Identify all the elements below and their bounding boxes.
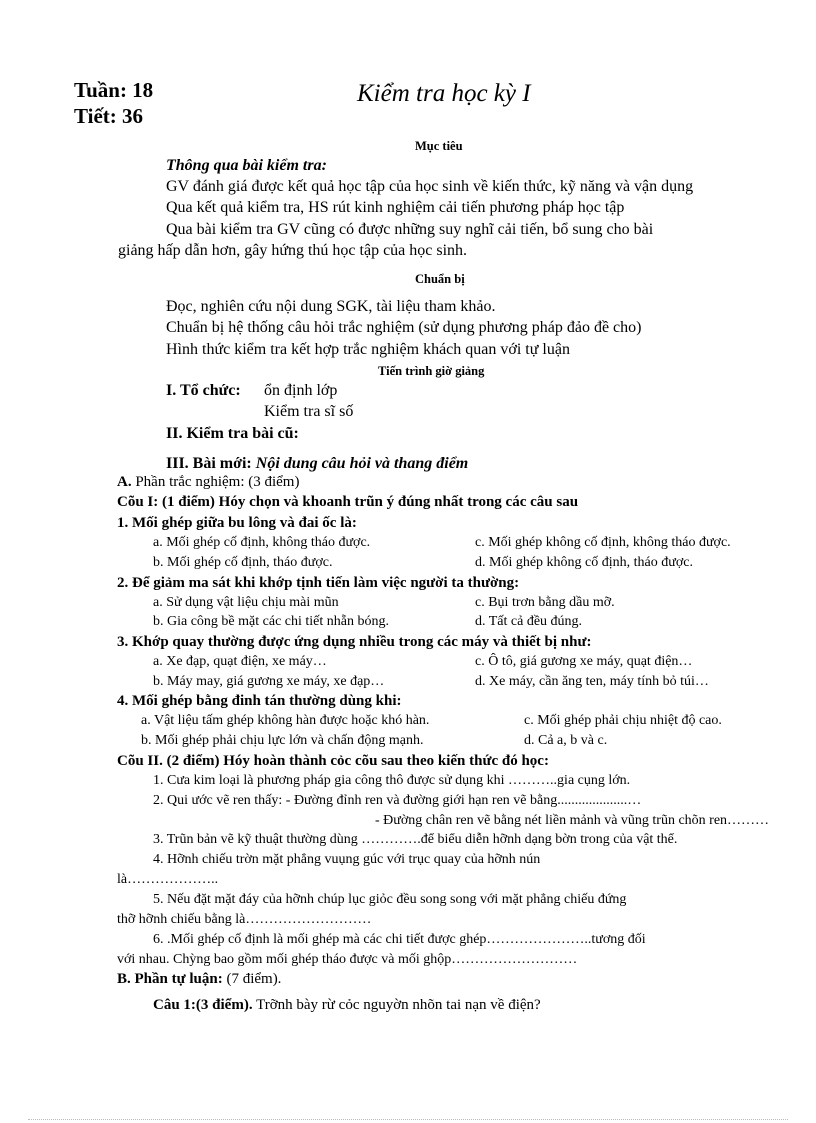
essay-question-1-label: Câu 1:(3 điểm).: [153, 997, 253, 1013]
preparation-heading: Chuẩn bị: [415, 272, 465, 286]
part-a-letter: A.: [117, 474, 132, 490]
mcq-3-option-a: a. Xe đạp, quạt điện, xe máy…: [153, 654, 327, 669]
mcq-1-option-b: b. Mối ghép cố định, tháo được.: [153, 555, 333, 570]
new-lesson-label: III. Bài mới:: [166, 455, 252, 472]
mcq-3-option-b: b. Máy may, giá gương xe máy, xe đạp…: [153, 674, 385, 689]
part-b-heading: [117, 971, 281, 988]
mcq-3-option-d: d. Xe máy, cần ăng ten, máy tính bỏ túi…: [475, 674, 709, 689]
period-label: Tiết: 36: [74, 104, 144, 128]
fill-line-6: 6. .Mối ghép cố định là mối ghép mà các chi tiết được ghép…………………..tương đối: [153, 932, 646, 947]
mcq-2-question: 2. Để giảm ma sát khi khớp tịnh tiến làm việc người ta thường:: [117, 575, 520, 591]
mcq-4-option-d: d. Cả a, b và c.: [524, 733, 608, 748]
mcq-2-option-b: b. Gia công bề mặt các chi tiết nhẵn bóng.: [153, 614, 389, 629]
org-item-1: ổn định lớp: [264, 382, 338, 399]
mcq-1-option-c: c. Mối ghép không cố định, không tháo được.: [475, 535, 731, 550]
preparation-line-1: Đọc, nghiên cứu nội dung SGK, tài liệu tham khảo.: [166, 298, 496, 315]
part-a-heading: [117, 474, 299, 491]
fill-line-3: 3. Trũn bản vẽ kỹ thuật thường dùng ………….để biểu diễn hỡnh dạng bờn trong của vật thể.: [153, 832, 678, 847]
mcq-4-option-a: a. Vật liệu tấm ghép không hàn được hoặc khó hàn.: [141, 713, 430, 728]
fill-line-2: 2. Qui ước vẽ ren thấy: - Đường đỉnh ren và đường giới hạn ren vẽ bằng....................…: [153, 793, 642, 808]
mcq-1-option-a: a. Mối ghép cố định, không tháo được.: [153, 535, 371, 550]
fill-line-1: 1. Cưa kim loại là phương pháp gia công thô được sử dụng khi ………..gia cụng lớn.: [153, 773, 631, 788]
procedure-heading: Tiến trình giờ giảng: [378, 364, 485, 378]
objective-line-1: GV đánh giá được kết quả học tập của học sinh về kiến thức, kỹ năng và vận dụng: [166, 178, 694, 195]
mcq-2-option-d: d. Tất cả đều đúng.: [475, 614, 583, 629]
objective-line-3: Qua bài kiểm tra GV cũng có được những suy nghĩ cải tiến, bổ sung cho bài: [166, 221, 654, 238]
essay-question-1-text: Trỡnh bày rừ cỏc nguyờn nhõn tai nạn về điện?: [256, 997, 541, 1013]
objectives-heading: Mục tiêu: [415, 139, 463, 153]
fill-line-4: 4. Hỡnh chiếu trờn mặt phẳng vuụng gúc với trục quay của hỡnh nún: [153, 852, 541, 867]
fill-line-2b: - Đường chân ren vẽ bằng nét liền mảnh và vũng trũn chõn ren………: [375, 813, 770, 828]
mcq-1-question: 1. Mối ghép giữa bu lông và đai ốc là:: [117, 515, 357, 531]
mcq-2-option-c: c. Bụi trơn bằng dầu mỡ.: [475, 595, 615, 610]
new-lesson-title: Nội dung câu hỏi và thang điểm: [255, 455, 469, 472]
part-b-points: (7 điểm).: [226, 971, 282, 987]
fill-line-4b: là………………..: [117, 872, 219, 887]
preparation-line-3: Hình thức kiểm tra kết hợp trắc nghiệm khách quan với tự luận: [166, 341, 570, 358]
fill-line-6b: với nhau. Chỳng bao gồm mối ghép tháo được và mối ghộp………………………: [117, 952, 578, 967]
mcq-2-option-a: a. Sử dụng vật liệu chịu mài mũn: [153, 595, 339, 610]
page-bottom-divider: [28, 1119, 788, 1120]
question-2-header: Cõu II. (2 điểm) Hóy hoàn thành cỏc cõu sau theo kiến thức đó học:: [117, 753, 549, 769]
part-b-title: B. Phần tự luận:: [117, 971, 223, 987]
fill-line-5b: thỡ hỡnh chiếu bằng là………………………: [117, 912, 372, 927]
old-lesson-label: II. Kiểm tra bài cũ:: [166, 425, 299, 442]
question-1-header: Cõu I: (1 điểm) Hóy chọn và khoanh trũn ý đúng nhất trong các câu sau: [117, 494, 579, 510]
objective-line-2: Qua kết quả kiểm tra, HS rút kinh nghiệm cải tiến phương pháp học tập: [166, 199, 625, 216]
preparation-line-2: Chuẩn bị hệ thống câu hỏi trắc nghiệm (sử dụng phương pháp đảo đề cho): [166, 319, 642, 336]
objective-line-4: giảng hấp dẫn hơn, gây hứng thú học tập của học sinh.: [118, 242, 468, 259]
mcq-3-option-c: c. Ô tô, giá gương xe máy, quạt điện…: [475, 654, 693, 669]
part-a-title: Phần trắc nghiệm:: [135, 474, 245, 490]
org-item-2: Kiểm tra sĩ số: [264, 403, 354, 420]
org-label: I. Tổ chức:: [166, 382, 241, 399]
mcq-4-option-b: b. Mối ghép phải chịu lực lớn và chấn động mạnh.: [141, 733, 424, 748]
mcq-4-question: 4. Mối ghép bằng đinh tán thường dùng khi:: [117, 693, 402, 709]
mcq-1-option-d: d. Mối ghép không cố định, tháo được.: [475, 555, 693, 570]
mcq-4-option-c: c. Mối ghép phải chịu nhiệt độ cao.: [524, 713, 722, 728]
fill-line-5: 5. Nếu đặt mặt đáy của hỡnh chúp lục giỏc đều song song với mặt phẳng chiếu đứng: [153, 892, 627, 907]
objectives-intro: Thông qua bài kiểm tra:: [166, 157, 327, 174]
part-a-points: (3 điểm): [248, 474, 300, 490]
new-lesson-line: [166, 455, 468, 473]
week-label: Tuần: 18: [74, 78, 154, 102]
essay-question-1: [153, 997, 541, 1014]
mcq-3-question: 3. Khớp quay thường được ứng dụng nhiều trong các máy và thiết bị như:: [117, 634, 592, 650]
page-title: Kiểm tra học kỳ I: [357, 80, 531, 107]
